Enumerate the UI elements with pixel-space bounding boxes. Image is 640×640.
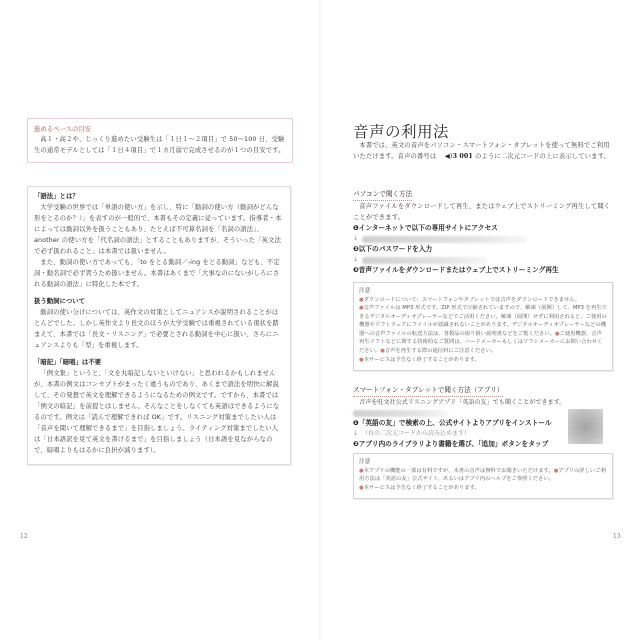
pace-box-heading: 進めるペースの目安	[34, 125, 92, 133]
pc-step-1: ❶インターネットで以下の専用サイトにアクセス	[353, 224, 498, 232]
app-note-box	[353, 453, 613, 499]
audio-track-prefix: 3	[452, 153, 458, 160]
app-step-2: ❷アプリ内のライブラリより書籍を選び、「追加」ボタンをタップ	[353, 440, 549, 448]
section-heading-verbs: 扱う動詞について	[34, 297, 85, 305]
app-step-1: ❶「英語の友」で検索の上、公式サイトよりアプリをインストール	[353, 419, 552, 427]
note-heading: 注意	[359, 459, 371, 465]
intro-text-before: 本書では、英文の音声をパソコン・スマートフォン・タブレットを使って無料でご利用いただけます。音声の番号は	[353, 142, 610, 160]
arrow-row	[353, 234, 611, 244]
down-arrow-icon: ↓	[353, 256, 359, 263]
intro-paragraph	[353, 140, 611, 162]
note-item: アプリの詳しいご利用方法は「英語の友」公式サイト、あるいはアプリ内のヘルプをご参照ください。	[359, 467, 606, 483]
pace-box	[27, 118, 293, 163]
note-item: ダウンロードについて：スマートフォンやタブレットでは音声をダウンロードできません。	[363, 296, 581, 303]
pc-step-3: ❸音声ファイルをダウンロードまたはウェブ上でストリーミング再生	[353, 266, 559, 274]
paragraph: 大学受験の世界では「単語の使い方」を示し、特に「動詞の使い方（動詞がどんな形をとるのか？）」を表すのが一般的で、本書もその定義に従っています。指導者・本によっては動詞以外を扱うこともあり、たとえば不可算名詞を「名詞の語法」、another の使い方を「代名詞の語法」とすることもありますが、そういった「英文法で必ず扱われること」は本書では扱いません。	[34, 204, 282, 255]
pc-section-body: 音声ファイルをダウンロードして再生、またはウェブ上でストリーミング再生して聞くことができます。	[353, 203, 611, 221]
right-page	[320, 0, 640, 640]
speaker-icon: ◀)	[444, 152, 453, 160]
bullet-icon: ●	[553, 467, 559, 474]
bullet-icon: ●	[554, 330, 560, 337]
bullet-icon: ●	[359, 296, 364, 303]
note-item: 音声ファイルは MP3 形式です。ZIP 形式で圧縮されていますので、解凍（展開）して、MP3 を再生できるデジタルオーディオプレーヤーなどでご活用ください。解凍（展開）せずに利用されると、ご使用の機器やソフトウェアにファイルが認識されないことがあります。デジタルオーディオプレーヤーなどの機器への音声ファイルの転送方法は、各製品の取り扱い説明書などをご覧ください。	[359, 305, 607, 337]
pc-section-heading: パソコンで聞く方法	[353, 189, 412, 201]
redacted-password	[362, 257, 487, 264]
down-arrow-icon: ↓	[353, 430, 359, 437]
app-section-heading: スマートフォン・タブレットで聞く方法（アプリ）	[353, 385, 503, 397]
page-number-right: 13	[613, 533, 621, 540]
bullet-icon: ●	[359, 305, 364, 312]
paragraph: 動詞の使い分けについては、英作文の対策としてニュアンスが説明されることがほとんどでした。しかし英作文より長文のほうが大学受験では重視されている現状を踏まえて、本書では「長文・リスニング」で必要とされる動詞を中心に扱い、さらにニュアンスよりも「型」を重視します。	[34, 309, 279, 349]
bullet-icon: ●	[359, 467, 364, 474]
paragraph: 「例文集」というと、「文を丸暗記しないといけない」と思われるかもしれませんが、本書の例文はコンセプトがまったく違うものであり、あくまで語法を明快に解説して、その発想で英文を理解できるようになるための例文です。ですから、本書では「例文の暗記」を前提とはしません。そんなことをしなくても英語はできるようになるのです。例文は「読んで理解できれば OK」です。リスニング対策までしたい人は「音声を聞いて理解できるまで」を目指しましょう。ライティング対策までしたい人は「日本語訳を見て英文を書けるまで」を目指しましょう（日本語を見ながらなので、暗唱よりもはるかに負担が減ります）。	[34, 370, 280, 454]
arrow-row	[353, 255, 611, 265]
pace-box-body: 高１・高２や、じっくり進めたい受験生は「１日１〜２項目」で 50〜100 日、受験生の通常モデルとしては「１日４項目」で１カ月弱で完成させるのが１つの目安です。	[34, 136, 285, 154]
paragraph: また、動詞の使い方であっても、「to をとる動詞／-ing をとる動詞」なども、不定詞・動名詞で必ず習うため扱いません。本書はあくまで「大事なのにないがしろにされる動詞の語法」に特化した本です。	[34, 259, 280, 288]
note-item: 音声を再生する際の通信料にご注意ください。	[384, 348, 497, 355]
redacted-app-info	[353, 410, 448, 417]
section-heading-goho: 「語法」とは？	[34, 192, 79, 200]
pc-note-box	[353, 282, 613, 371]
page-title: 音声の利用法	[353, 123, 450, 141]
audio-track-number: 001	[459, 153, 473, 160]
bullet-icon: ●	[359, 484, 364, 491]
section-heading-memorize: 「暗記」「暗唱」は不要	[34, 358, 102, 366]
note-item: 本サービスは予告なく終了することがあります。	[363, 484, 480, 491]
down-arrow-icon: ↓	[353, 235, 359, 242]
info-box	[27, 186, 291, 465]
qr-code[interactable]	[568, 409, 603, 444]
page-number-left: 12	[20, 533, 28, 540]
note-text	[359, 296, 607, 365]
note-item: 本アプリの機能の一部は有料ですが、本書の音声は無料でお聞きいただけます。	[363, 467, 554, 474]
pc-step-2: ❷以下のパスワードを入力	[353, 245, 433, 253]
pc-section	[353, 181, 611, 276]
bullet-icon: ●	[380, 348, 385, 355]
note-heading: 注意	[359, 288, 371, 294]
note-item: ご使用機器、音声再生ソフトなどに関する技術的なご質問は、ハードメーカーもしくはソフトメーカーにお問い合わせください。	[359, 330, 603, 355]
redacted-url[interactable]	[362, 236, 527, 243]
note-item: 本サービスは予告なく終了することがあります。	[363, 356, 480, 363]
app-section-body: 音声を旺文社公式リスニングアプリ「英語の友」でも聞くことができます。	[359, 399, 566, 406]
qr-code-note: （右の二次元コードから読み込めます）	[362, 430, 471, 437]
intro-text-after: のように二次元コードの上に表示しています。	[475, 153, 610, 160]
note-text	[359, 467, 607, 493]
bullet-icon: ●	[359, 356, 364, 363]
